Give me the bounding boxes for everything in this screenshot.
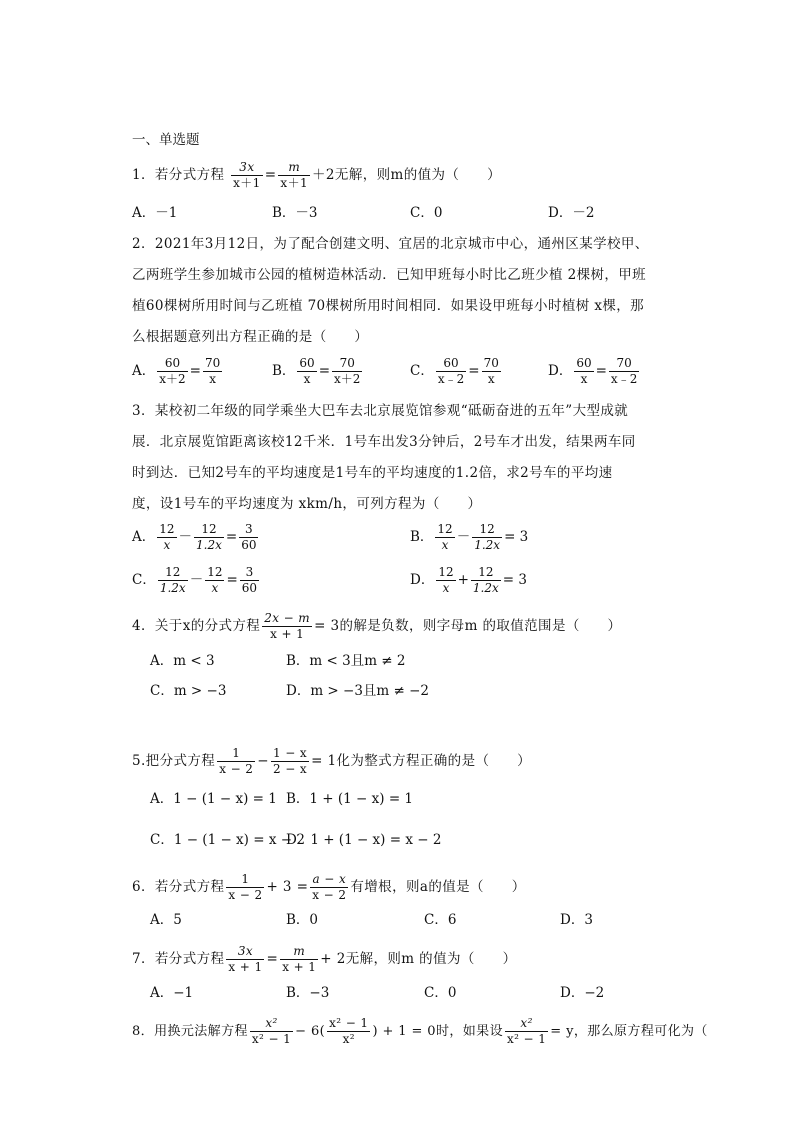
q6-fraction-1 (226, 872, 264, 903)
q3-option-b[interactable] (410, 522, 528, 553)
q2-option-a[interactable]: A． $\frac{60}{x+2}$ = $\frac{70}{x}$ (132, 356, 221, 386)
q2-a-fraction-2 (203, 356, 222, 387)
q3-line-2: 展．北京展览馆距离该校12千米．1号车出发3分钟后，2号车才出发，结果两车同 (132, 434, 636, 450)
q3-option-d[interactable] (410, 565, 527, 596)
q1-f1-denominator: x＋1 (233, 176, 261, 190)
q6-prefix: 6．若分式方程 (132, 879, 225, 895)
q3-a-d2: 1.2x (196, 538, 222, 552)
question-6 (132, 872, 526, 903)
q4-fraction (262, 611, 312, 642)
q5-option-c[interactable]: C．1 − (1 − x) = x − 2 (150, 832, 305, 848)
q2-d-n1: 60 (576, 356, 592, 370)
q2-b-label: B． (272, 363, 296, 379)
q5-f1-numerator: 1 (232, 746, 241, 760)
q3-d-n1: 12 (438, 565, 454, 579)
q2-a-n1: 60 (164, 356, 181, 370)
q3-c-fraction-1 (158, 565, 188, 596)
q5-operator: − (257, 753, 269, 769)
q2-a-fraction-1 (157, 356, 187, 387)
q2-c-fraction-2 (482, 356, 501, 387)
question-1 (132, 160, 501, 191)
q2-a-d1: x＋2 (159, 372, 186, 386)
q2-a-d2: x (203, 371, 222, 387)
q8-f3-denominator: x² − 1 (506, 1032, 547, 1046)
q7-f1-numerator: 3x (237, 944, 254, 958)
q7-f2-denominator: x + 1 (282, 960, 317, 974)
q3-c-label: C． (132, 572, 156, 588)
q3-option-a[interactable]: A． $\frac{12}{x}$ － $\frac{12}{1.2x}$ = $\frac{3}{60}$ (132, 522, 257, 552)
q8-f3-numerator: x² (520, 1016, 533, 1030)
q3-b-fraction-1 (435, 522, 454, 553)
q1-fraction-2 (278, 160, 310, 191)
q2-option-c[interactable]: C． $\frac{60}{x﹣2}$ = $\frac{70}{x}$ (410, 356, 499, 386)
q5-option-b[interactable]: B．1 + (1 − x) = 1 (286, 791, 414, 807)
q2-b-d2: x＋2 (334, 372, 361, 386)
q6-option-d[interactable]: D．3 (560, 912, 593, 928)
q1-option-d[interactable]: D．－2 (548, 205, 595, 221)
q3-b-d2: 1.2x (474, 538, 501, 552)
q2-d-d2: x﹣2 (610, 372, 638, 386)
q8-suffix: = y，那么原方程可化为（ (550, 1024, 708, 1039)
q3-b-rhs: = 3 (504, 529, 529, 545)
q4-option-a[interactable]: A．m < 3 (150, 653, 215, 669)
q6-option-c[interactable]: C．6 (424, 912, 457, 928)
q8-f2-denominator: x² (327, 1031, 370, 1047)
q7-f2-numerator: m (293, 944, 306, 958)
q3-a-op: － (178, 529, 193, 545)
q2-d-fraction-2 (609, 356, 639, 387)
q5-prefix: 5.把分式方程 (132, 753, 216, 769)
q3-c-n1: 12 (165, 565, 181, 579)
q2-c-n1: 60 (443, 356, 459, 370)
q7-option-a[interactable]: A．−1 (150, 985, 194, 1001)
q3-a-d1: x (157, 537, 176, 553)
q4-prefix: 4．关于x的分式方程 (132, 618, 261, 634)
q3-line-1: 3．某校初二年级的同学乘坐大巴车去北京展览馆参观“砥砺奋进的五年”大型成就 (132, 403, 629, 419)
q7-equals: = (266, 951, 279, 967)
q4-option-d[interactable]: D．m > −3且m ≠ −2 (286, 683, 430, 699)
q2-c-d1: x﹣2 (437, 372, 465, 386)
q3-b-fraction-2 (472, 522, 502, 553)
q2-c-label: C． (410, 363, 434, 379)
question-4 (132, 611, 621, 642)
q1-number: 1． (132, 167, 155, 183)
q6-fraction-2 (310, 872, 348, 903)
q3-c-n2: 12 (207, 565, 223, 579)
q2-a-label: A． (132, 363, 156, 379)
q3-c-d3: 60 (241, 581, 258, 595)
q3-b-label: B． (410, 529, 434, 545)
q7-f1-denominator: x + 1 (228, 960, 263, 974)
q4-option-c[interactable]: C．m > −3 (150, 683, 227, 699)
q3-b-d1: x (435, 537, 454, 553)
q1-fraction-1 (231, 160, 263, 191)
q5-f2-numerator: 1 − x (273, 746, 308, 760)
q5-option-a[interactable]: A．1 − (1 − x) = 1 (150, 791, 277, 807)
q8-fraction-2 (327, 1016, 370, 1047)
q1-f2-denominator: x＋1 (280, 176, 309, 190)
q3-d-d1: x (436, 580, 455, 596)
q7-option-b[interactable]: B．−3 (286, 985, 330, 1001)
q3-d-fraction-2 (471, 565, 501, 596)
q7-prefix: 7．若分式方程 (132, 951, 225, 967)
question-5 (132, 746, 531, 777)
q5-option-d[interactable]: D．1 + (1 − x) = x − 2 (286, 832, 442, 848)
q2-a-n2: 70 (204, 356, 221, 370)
q2-line-2: 乙两班学生参加城市公园的植树造林活动．已知甲班每小时比乙班少植 2棵树，甲班 (132, 267, 647, 283)
q8-middle-2: ) + 1 = 0时，如果设 (372, 1024, 503, 1039)
q8-f2-numerator: x² − 1 (329, 1016, 369, 1030)
q7-option-c[interactable]: C．0 (424, 985, 457, 1001)
q1-option-a[interactable]: A．－1 (132, 205, 178, 221)
q2-line-1: 2．2021年3月12日，为了配合创建文明、宜居的北京城市中心，通州区某学校甲、 (132, 236, 649, 252)
q3-c-n3: 3 (245, 565, 254, 579)
q8-f1-denominator: x² − 1 (251, 1032, 292, 1046)
q4-option-b[interactable]: B．m < 3且m ≠ 2 (286, 653, 406, 669)
q1-option-b[interactable]: B．－3 (272, 205, 318, 221)
q2-option-d[interactable]: D． $\frac{60}{x}$ = $\frac{70}{x﹣2}$ (548, 356, 638, 386)
q8-fraction-1 (250, 1016, 293, 1047)
q2-d-label: D． (548, 363, 573, 379)
q8-f1-numerator: x² (265, 1016, 278, 1030)
q2-line-4: 么根据题意列出方程正确的是（ ） (132, 329, 369, 345)
q3-line-3: 时到达．已知2号车的平均速度是1号车的平均速度的1.2倍，求2号车的平均速 (132, 465, 613, 481)
q2-d-d1: x (574, 371, 593, 387)
q2-b-n2: 70 (339, 356, 355, 370)
q4-suffix: = 3的解是负数，则字母m 的取值范围是（ ） (314, 618, 622, 634)
q3-c-d2: x (205, 580, 224, 596)
q3-c-fraction-3 (240, 565, 259, 596)
q3-d-d2: 1.2x (472, 581, 499, 595)
q2-d-fraction-1 (574, 356, 593, 387)
q3-d-fraction-1 (436, 565, 455, 596)
q7-suffix: + 2无解，则m 的值为（ ） (320, 951, 517, 967)
q3-a-n1: 12 (159, 522, 175, 536)
q5-fraction-2 (271, 746, 309, 777)
q2-b-n1: 60 (299, 356, 315, 370)
q3-b-n1: 12 (437, 522, 453, 536)
q7-fraction-1 (226, 944, 264, 975)
q6-f1-numerator: 1 (241, 872, 250, 886)
q3-a-label: A． (132, 529, 156, 545)
q2-option-b[interactable]: B． $\frac{60}{x}$ = $\frac{70}{x+2}$ (272, 356, 361, 386)
q3-a-n2: 12 (201, 522, 217, 536)
q3-a-d3: 60 (241, 538, 257, 552)
q3-a-fraction-3 (239, 522, 258, 553)
q3-a-fraction-2 (194, 522, 224, 553)
q6-option-b[interactable]: B．0 (286, 912, 319, 928)
q5-fraction-1 (217, 746, 255, 777)
q2-d-n2: 70 (616, 356, 632, 370)
q2-line-3: 植60棵树所用时间与乙班植 70棵树所用时间相同．如果设甲班每小时植树 x棵，那 (132, 298, 645, 314)
q6-f2-denominator: x − 2 (312, 888, 347, 902)
q3-d-n2: 12 (478, 565, 494, 579)
q2-c-n2: 70 (483, 356, 499, 370)
q3-c-op: － (189, 572, 204, 588)
q3-b-op: － (456, 529, 471, 545)
question-8 (132, 1016, 708, 1047)
q3-c-fraction-2 (205, 565, 224, 596)
q4-numerator: 2x − m (264, 611, 311, 625)
q7-fraction-2 (280, 944, 318, 975)
q7-option-d[interactable]: D．−2 (560, 985, 605, 1001)
q6-option-a[interactable]: A．5 (150, 912, 182, 928)
question-7 (132, 944, 516, 975)
q8-prefix: 8．用换元法解方程 (132, 1024, 248, 1039)
q8-middle-1: − 6( (295, 1024, 326, 1039)
q3-a-n3: 3 (245, 522, 253, 536)
q3-d-op: + (457, 572, 469, 588)
q3-line-4: 度，设1号车的平均速度为 xkm/h，可列方程为（ ） (132, 496, 482, 512)
q2-b-fraction-2 (332, 356, 362, 387)
q3-option-c[interactable]: C． $\frac{12}{1.2x}$ － $\frac{12}{x}$ = $\frac{3}{60}$ (132, 565, 258, 595)
q5-f1-denominator: x − 2 (219, 762, 254, 776)
q1-f1-numerator: 3x (239, 160, 255, 174)
q2-c-d2: x (482, 371, 501, 387)
q3-d-label: D． (410, 572, 435, 588)
q4-denominator: x + 1 (262, 626, 312, 642)
q5-suffix: = 1化为整式方程正确的是（ ） (311, 753, 532, 769)
q3-d-rhs: = 3 (502, 572, 527, 588)
q6-f2-numerator: a − x (312, 872, 347, 886)
q3-a-fraction-1 (157, 522, 176, 553)
section-title: 一、单选题 (132, 132, 200, 148)
q8-fraction-3 (505, 1016, 548, 1047)
q1-suffix: ＋2无解，则m的值为（ ） (312, 167, 502, 183)
q6-suffix: 有增根，则a的值是（ ） (350, 879, 526, 895)
q1-equals: = (264, 167, 277, 183)
q5-f2-denominator: 2 − x (273, 762, 308, 776)
q1-f2-numerator: m (288, 160, 301, 174)
q6-middle: + 3 = (266, 879, 309, 895)
q2-b-d1: x (297, 371, 316, 387)
q2-b-fraction-1 (297, 356, 316, 387)
q6-f1-denominator: x − 2 (228, 888, 263, 902)
q1-option-c[interactable]: C．0 (410, 205, 443, 221)
q2-c-fraction-1 (436, 356, 466, 387)
q3-b-n2: 12 (479, 522, 495, 536)
q3-c-d1: 1.2x (159, 581, 186, 595)
q1-prefix: 若分式方程 (154, 167, 225, 183)
